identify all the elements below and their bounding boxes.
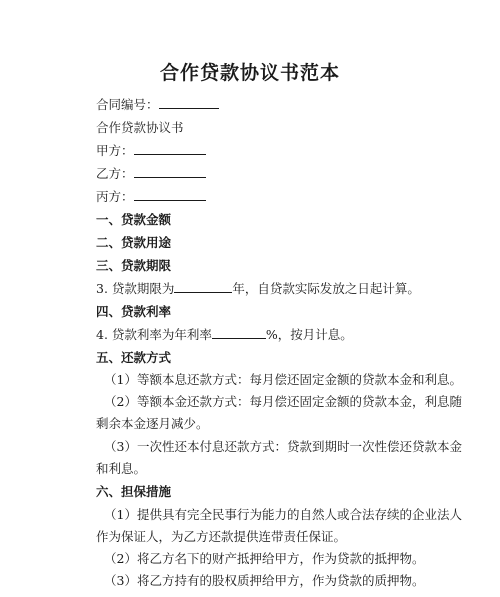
document-name: 合作贷款协议书 [96,120,184,135]
rate-clause-end: %，按月计息。 [265,327,353,342]
repayment-option-2-line2: 剩余本金逐月减少。 [96,416,209,431]
section-heading-term: 三、贷款期限 [96,258,172,273]
repayment-option-1: （1）等额本息还款方式：每月偿还固定金额的贷款本金和利息。 [104,372,462,387]
party-c-line [96,187,206,205]
party-b-blank [134,164,206,178]
guarantee-option-1-line2: 作为保证人，为乙方还款提供连带责任保证。 [96,529,347,544]
document-title: 合作贷款协议书范本 [159,62,340,84]
section-heading-guarantee: 六、担保措施 [96,484,172,499]
party-a-blank [134,141,206,155]
term-clause [96,279,420,297]
rate-clause-start: 4. 贷款利率为年利率 [96,327,212,342]
section-heading-purpose: 二、贷款用途 [96,235,172,250]
party-c-blank [134,187,206,201]
term-clause-start: 3. 贷款期限为 [96,281,175,296]
rate-blank [212,325,266,339]
repayment-option-2-line1: （2）等额本金还款方式：每月偿还固定金额的贷款本金，利息随 [104,394,462,409]
party-a-label: 甲方： [96,143,134,158]
party-c-label: 丙方： [96,189,134,204]
term-clause-end: 年，自贷款实际发放之日起计算。 [232,281,420,296]
party-a-line [96,141,206,159]
contract-number-line [96,95,219,113]
guarantee-option-2: （2）将乙方名下的财产抵押给甲方，作为贷款的抵押物。 [104,551,425,566]
party-b-label: 乙方： [96,166,134,181]
rate-clause [96,325,353,343]
section-heading-rate: 四、贷款利率 [96,304,172,319]
repayment-option-3-line1: （3）一次性还本付息还款方式：贷款到期时一次性偿还贷款本金 [104,439,462,454]
party-b-line [96,164,206,182]
term-blank [174,279,232,293]
section-heading-repayment: 五、还款方式 [96,350,172,365]
section-heading-amount: 一、贷款金额 [96,212,172,227]
contract-number-label: 合同编号： [96,97,159,112]
contract-number-blank [159,95,219,109]
repayment-option-3-line2: 和利息。 [96,461,147,476]
guarantee-option-3: （3）将乙方持有的股权质押给甲方，作为贷款的质押物。 [104,573,425,588]
guarantee-option-1-line1: （1）提供具有完全民事行为能力的自然人或合法存续的企业法人 [104,507,462,522]
